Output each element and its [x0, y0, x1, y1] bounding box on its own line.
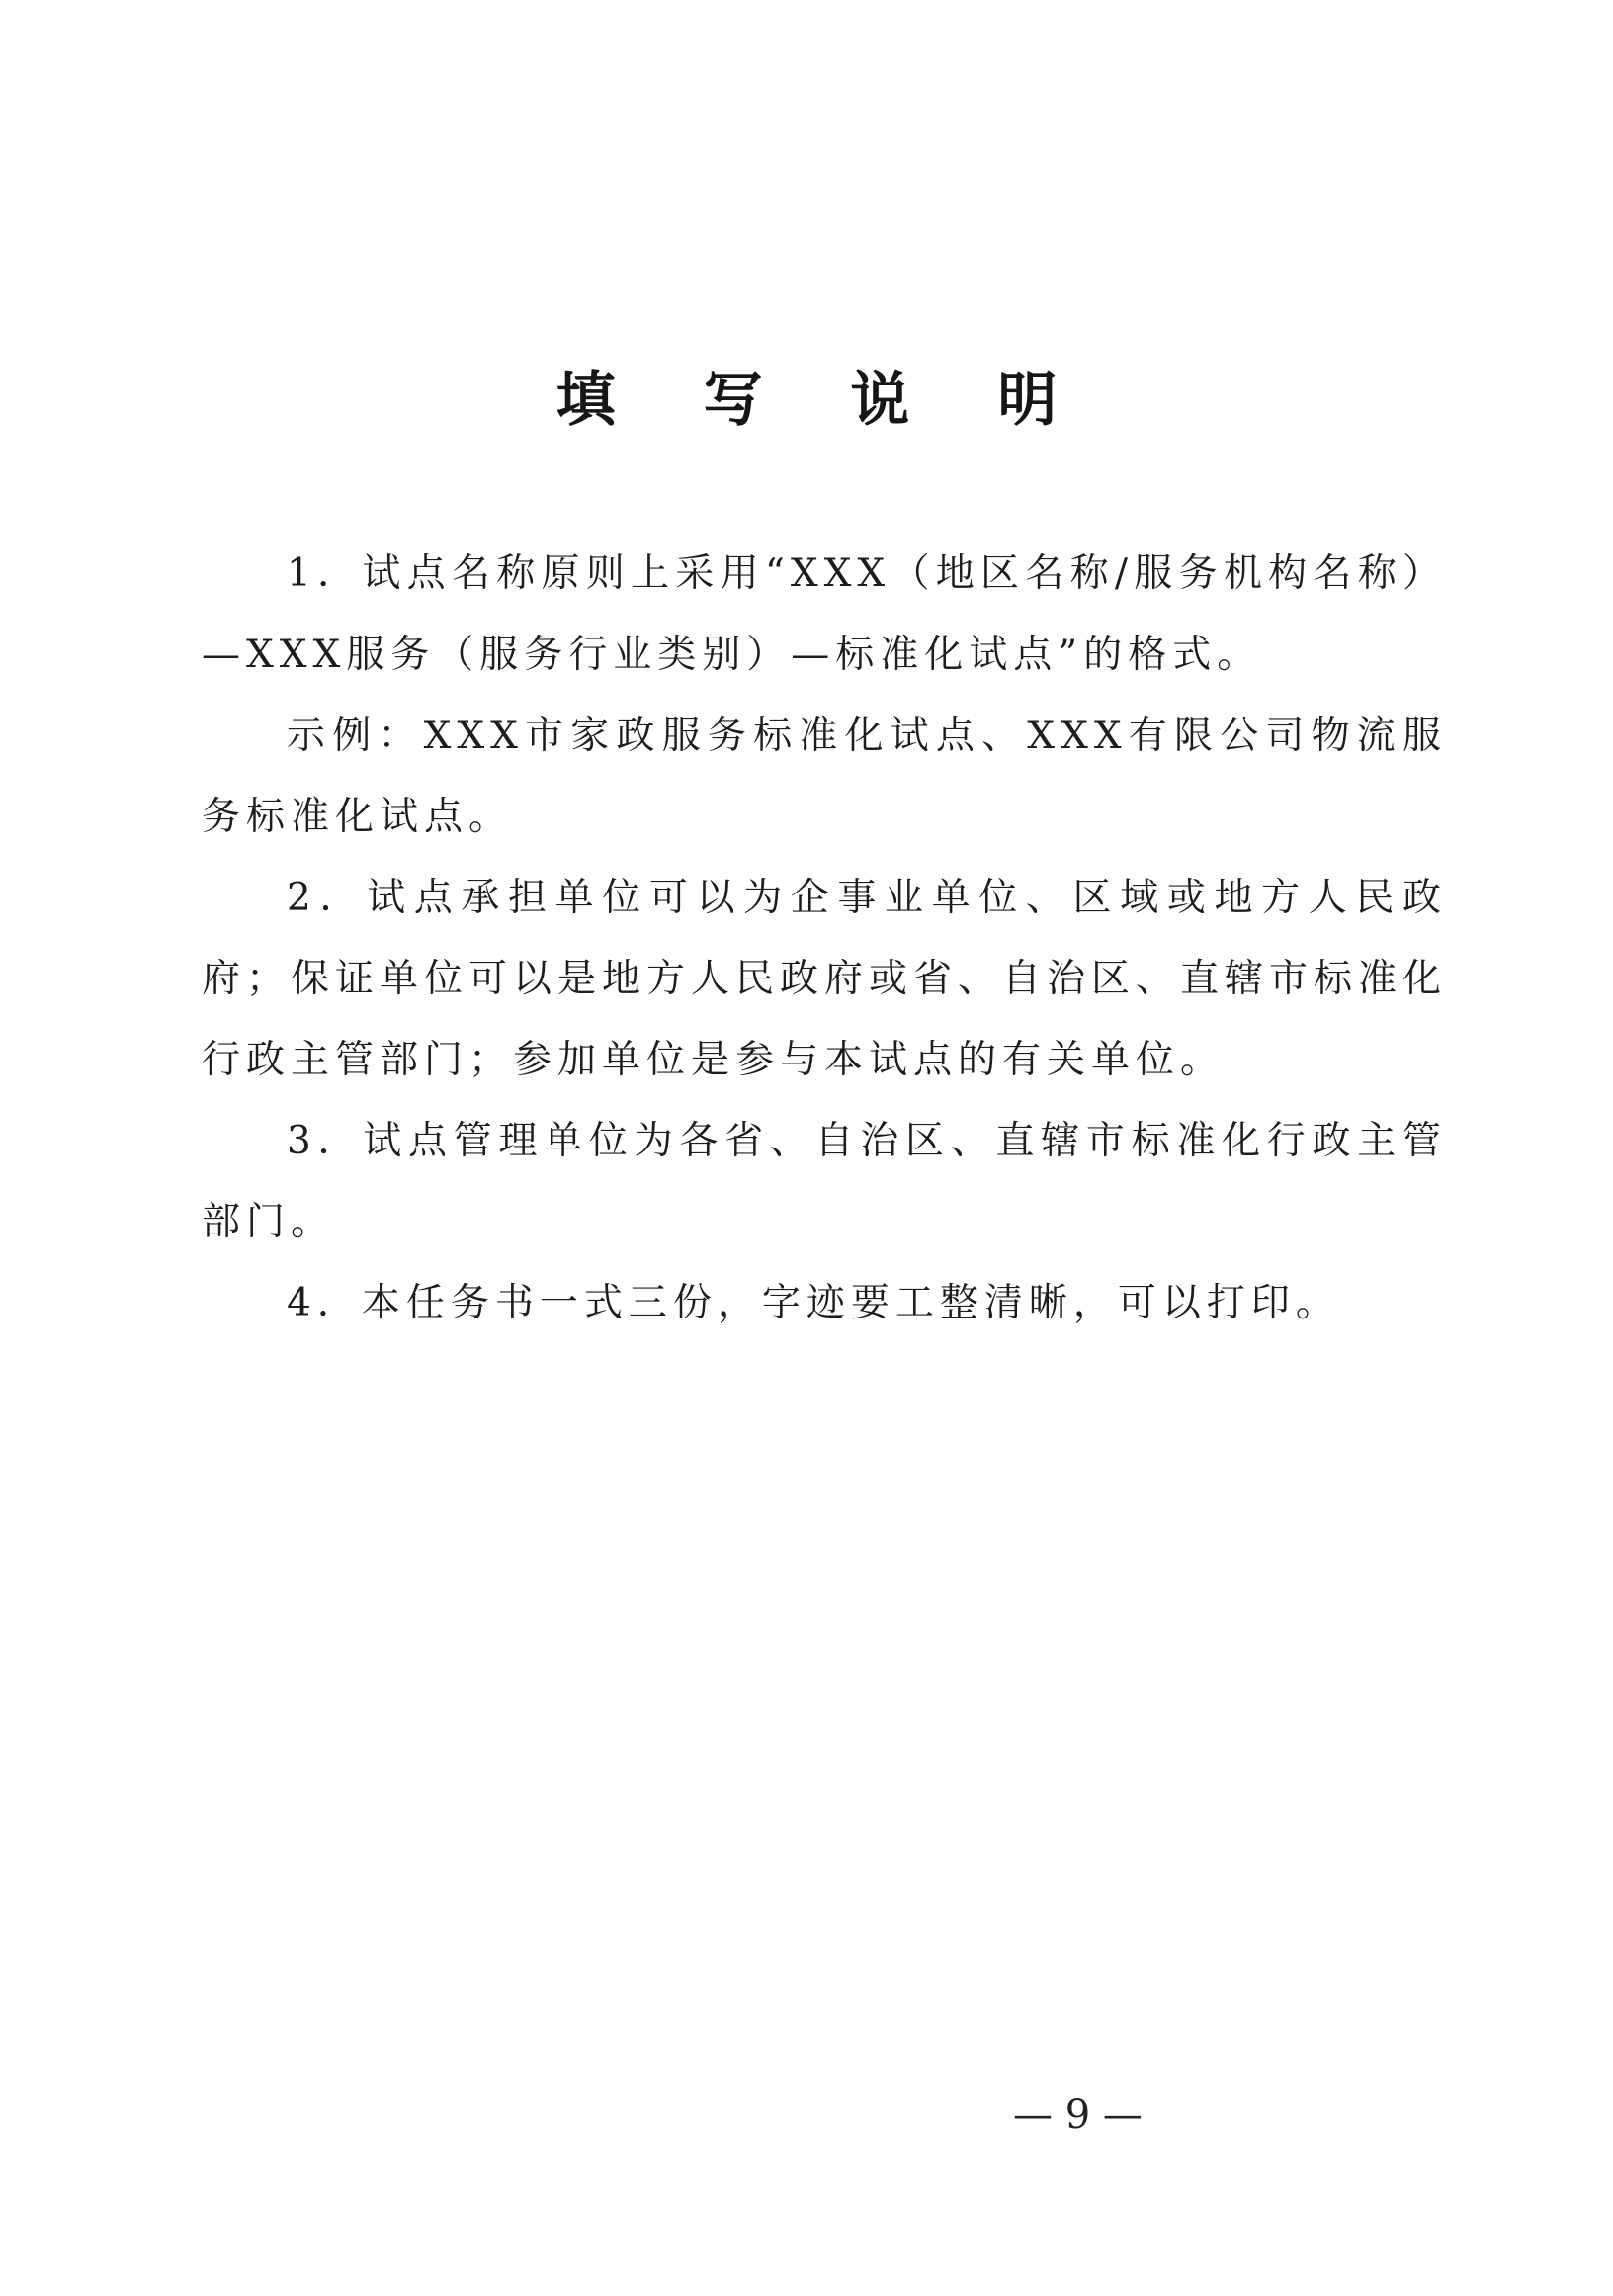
- instruction-paragraph-2: 2．试点承担单位可以为企事业单位、区域或地方人民政府；保证单位可以是地方人民政府或省、自治区、直辖市标准化行政主管部门；参加单位是参与本试点的有关单位。: [202, 876, 1448, 1082]
- document-title: 填 写 说 明: [555, 366, 1091, 435]
- document-body: [202, 534, 1447, 1344]
- page-number: — 9 —: [1013, 2092, 1143, 2138]
- instruction-paragraph-1: 1．试点名称原则上采用“XXX（地区名称/服务机构名称）—XXX服务（服务行业类别）—标准化试点”的格式。: [202, 552, 1447, 677]
- example-paragraph: 示例：XXX市家政服务标准化试点、XXX有限公司物流服务标准化试点。: [202, 714, 1447, 839]
- instruction-paragraph-3: 3．试点管理单位为各省、自治区、直辖市标准化行政主管部门。: [202, 1119, 1447, 1244]
- instruction-paragraph-4: 4．本任务书一式三份，字迹要工整清晰，可以打印。: [287, 1281, 1340, 1325]
